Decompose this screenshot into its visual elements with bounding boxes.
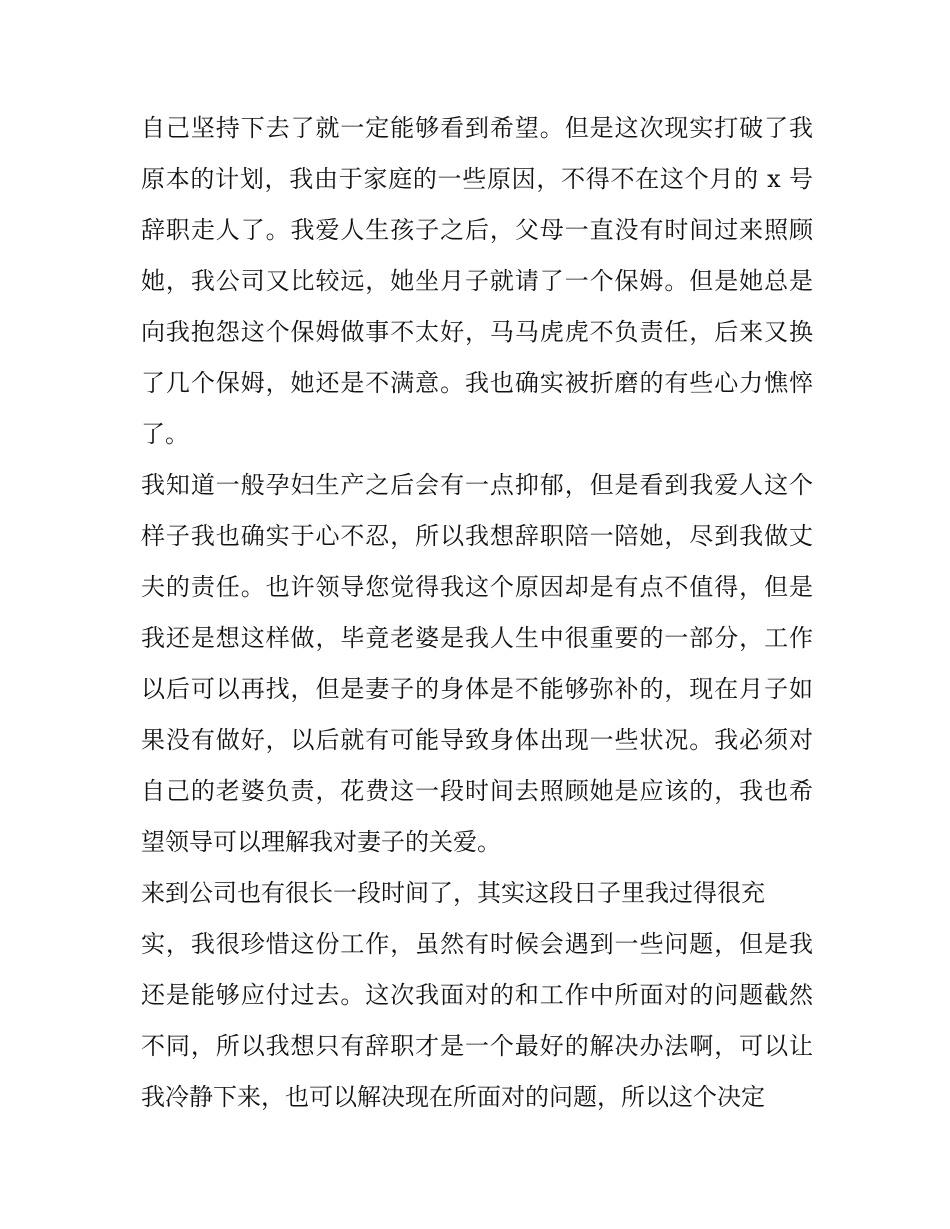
text-line: 果没有做好，以后就有可能导致身体出现一些状况。我必须对 xyxy=(141,726,813,754)
text-line: 原本的计划，我由于家庭的一些原因，不得不在这个月的 x 号 xyxy=(141,165,813,193)
text-line: 向我抱怨这个保姆做事不太好，马马虎虎不负责任，后来又换 xyxy=(141,318,813,346)
text-line: 来到公司也有很长一段时间了，其实这段日子里我过得很充 xyxy=(141,879,765,907)
text-line: 了几个保姆，她还是不满意。我也确实被折磨的有些心力憔悴 xyxy=(141,369,813,397)
text-line: 样子我也确实于心不忍，所以我想辞职陪一陪她，尽到我做丈 xyxy=(141,522,813,550)
text-line: 辞职走人了。我爱人生孩子之后，父母一直没有时间过来照顾 xyxy=(141,216,813,244)
text-line: 自己坚持下去了就一定能够看到希望。但是这次现实打破了我 xyxy=(141,114,813,142)
text-line: 了。 xyxy=(141,420,189,448)
text-line: 她，我公司又比较远，她坐月子就请了一个保姆。但是她总是 xyxy=(141,267,813,295)
text-line: 自己的老婆负责，花费这一段时间去照顾她是应该的，我也希 xyxy=(141,777,813,805)
text-line: 夫的责任。也许领导您觉得我这个原因却是有点不值得，但是 xyxy=(141,573,813,601)
text-line: 我知道一般孕妇生产之后会有一点抑郁，但是看到我爱人这个 xyxy=(141,471,813,499)
text-line: 我还是想这样做，毕竟老婆是我人生中很重要的一部分，工作 xyxy=(141,624,813,652)
text-line: 不同，所以我想只有辞职才是一个最好的解决办法啊，可以让 xyxy=(141,1032,813,1060)
text-line: 实，我很珍惜这份工作，虽然有时候会遇到一些问题，但是我 xyxy=(141,930,813,958)
text-line: 以后可以再找，但是妻子的身体是不能够弥补的，现在月子如 xyxy=(141,675,813,703)
text-line: 我冷静下来，也可以解决现在所面对的问题，所以这个决定 xyxy=(141,1083,765,1111)
text-line: 望领导可以理解我对妻子的关爱。 xyxy=(141,828,501,856)
document-body xyxy=(141,103,813,1123)
text-line: 还是能够应付过去。这次我面对的和工作中所面对的问题截然 xyxy=(141,981,813,1009)
